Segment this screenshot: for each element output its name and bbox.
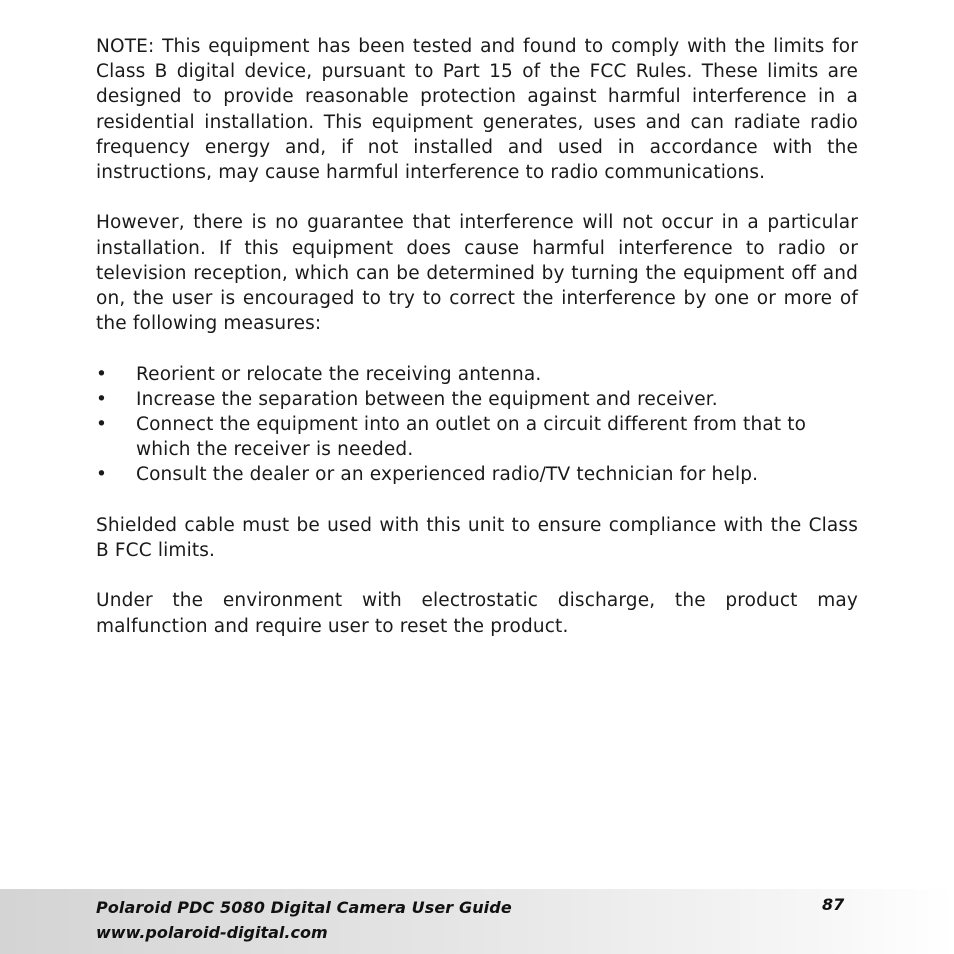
bullet-icon: • (96, 414, 108, 436)
bullet-icon: • (96, 464, 108, 486)
esd-paragraph: Under the environment with electrostatic discharge, the product may malfunction and require user to reset the product. (96, 590, 858, 637)
list-item (96, 362, 858, 387)
page-footer (0, 889, 954, 954)
no-guarantee-paragraph: However, there is no guarantee that interference will not occur in a particular installation. If this equipment does cause harmful interference to radio or television reception, which can be determined by turning the equipment off and on, the user is encouraged to try to correct the interference by one or more of the following measures: (96, 212, 858, 335)
measure-text: Reorient or relocate the receiving antenna. (136, 363, 542, 385)
bullet-icon: • (96, 388, 108, 410)
fcc-note-paragraph: NOTE: This equipment has been tested and found to comply with the limits for Class B digital device, pursuant to Part 15 of the FCC Rules. These limits are designed to provide reasonable protection against harmful interference in a residential installation. This equipment generates, uses and can radiate radio frequency energy and, if not installed and used in accordance with the instructions, may cause harmful interference to radio communications. (96, 36, 858, 184)
measure-text: Increase the separation between the equipment and receiver. (136, 388, 718, 410)
list-item (96, 412, 858, 462)
bullet-icon: • (96, 363, 108, 385)
list-item (96, 462, 858, 487)
measure-text: Consult the dealer or an experienced radio/TV technician for help. (136, 464, 759, 486)
footer-url: www.polaroid-digital.com (96, 923, 328, 942)
page-number: 87 (822, 895, 845, 914)
footer-guide-title: Polaroid PDC 5080 Digital Camera User Guide (96, 898, 512, 917)
list-item (96, 387, 858, 412)
measures-list (96, 362, 858, 488)
measure-text: Connect the equipment into an outlet on a circuit different from that to which the receiver is needed. (136, 414, 807, 461)
shielded-cable-paragraph: Shielded cable must be used with this unit to ensure compliance with the Class B FCC limits. (96, 514, 858, 562)
document-body (96, 34, 858, 664)
